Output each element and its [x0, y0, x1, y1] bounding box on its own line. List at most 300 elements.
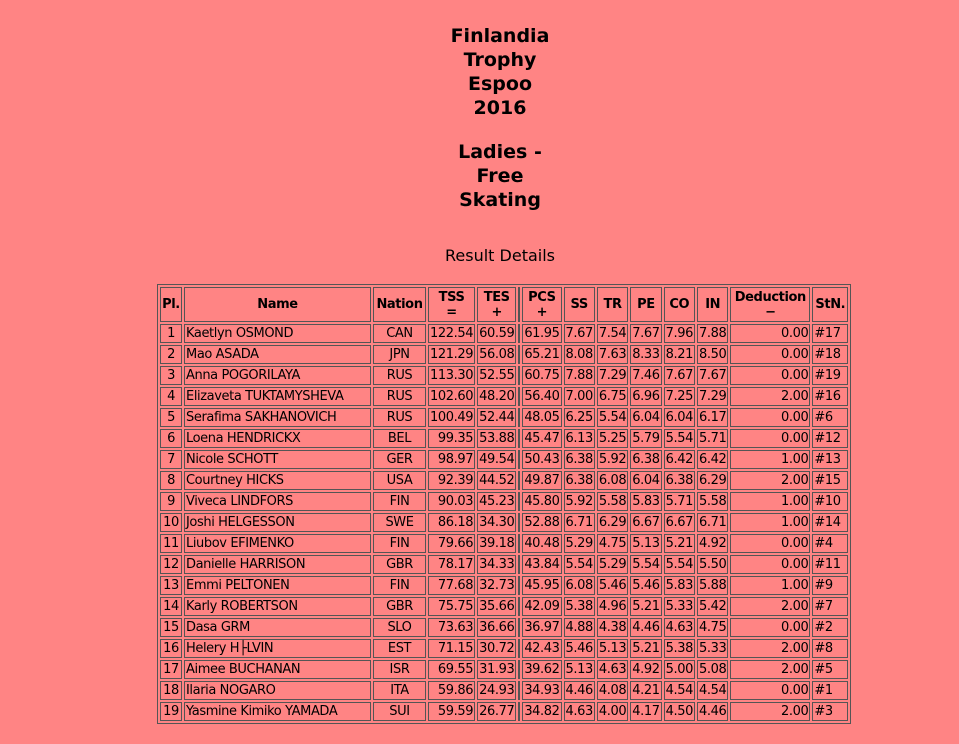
cell-in: 5.42: [698, 599, 727, 614]
cell-ss: 8.08: [565, 347, 593, 362]
cell-in: 5.88: [698, 578, 727, 593]
cell-place: 2: [160, 345, 182, 364]
cell-deduction: 1.00: [730, 492, 810, 511]
cell-in: 4.46: [698, 704, 727, 719]
table-row: [160, 492, 848, 511]
cell-pcs: 61.95: [524, 326, 560, 341]
title-line: Finlandia: [450, 25, 550, 47]
cell-co: 5.33: [665, 599, 693, 614]
col-start-number: StN.: [812, 287, 848, 322]
cell-place: 16: [160, 639, 182, 658]
col-tes: [477, 287, 516, 322]
cell-ss: 6.25: [565, 410, 593, 425]
cell-pe: 6.04: [632, 473, 660, 488]
cell-name: Aimee BUCHANAN: [184, 660, 371, 679]
cell-in: 4.75: [698, 620, 727, 635]
cell-pe: 5.54: [632, 557, 660, 572]
cell-deduction: 0.00: [730, 345, 810, 364]
cell-nation: GBR: [373, 555, 426, 574]
cell-nation: EST: [373, 639, 426, 658]
col-spacer: [518, 287, 520, 322]
cell-tss: 113.30: [430, 368, 474, 383]
cell-deduction: 2.00: [730, 597, 810, 616]
cell-start-number: #15: [812, 471, 848, 490]
cell-deduction: 0.00: [730, 429, 810, 448]
cell-name: Ilaria NOGARO: [184, 681, 371, 700]
cell-pe: 4.46: [632, 620, 660, 635]
cell-in: 5.58: [698, 494, 727, 509]
table-row: [160, 366, 848, 385]
cell-place: 10: [160, 513, 182, 532]
cell-start-number: #19: [812, 366, 848, 385]
cell-pe: 5.46: [632, 578, 660, 593]
cell-pcs: 36.97: [524, 620, 560, 635]
cell-nation: FIN: [373, 576, 426, 595]
cell-start-number: #16: [812, 387, 848, 406]
cell-tr: 4.96: [598, 599, 627, 614]
cell-tr: 5.92: [598, 452, 627, 467]
cell-ss: 5.54: [565, 557, 593, 572]
table-row: [160, 639, 848, 658]
cell-co: 6.38: [665, 473, 693, 488]
cell-deduction: 1.00: [730, 450, 810, 469]
cell-tss: 71.15: [428, 639, 475, 658]
cell-tes: 44.52: [479, 473, 515, 488]
cell-nation: ITA: [373, 681, 426, 700]
cell-pcs: 50.43: [524, 452, 560, 467]
cell-nation: USA: [373, 471, 426, 490]
cell-name: Serafima SAKHANOVICH: [184, 408, 371, 427]
cell-nation: RUS: [373, 408, 426, 427]
cell-spacer: [518, 492, 520, 511]
cell-place: 3: [160, 366, 182, 385]
cell-in: 7.88: [698, 326, 727, 341]
cell-name: Kaetlyn OSMOND: [184, 324, 371, 343]
cell-name: Danielle HARRISON: [184, 555, 371, 574]
cell-tss: 77.68: [428, 576, 475, 595]
cell-co: 7.25: [665, 389, 693, 404]
table-row: [160, 471, 848, 490]
cell-name: Helery H├LVIN: [184, 639, 371, 658]
cell-pe: 5.83: [632, 494, 660, 509]
cell-pcs: 49.87: [524, 473, 560, 488]
cell-pcs: 40.48: [524, 536, 560, 551]
cell-tr: 7.63: [598, 347, 627, 362]
cell-tss: 79.66: [428, 534, 475, 553]
cell-tr: 5.29: [598, 557, 627, 572]
cell-tss: 78.17: [428, 555, 475, 574]
cell-pe: 7.67: [632, 326, 660, 341]
cell-tes: 24.93: [479, 683, 515, 698]
cell-tss: 86.18: [428, 513, 475, 532]
col-tr: TR: [597, 287, 628, 322]
cell-ss: 5.29: [565, 536, 593, 551]
title-gap: [0, 120, 959, 140]
cell-tss: 90.03: [428, 492, 475, 511]
cell-ss: 4.63: [565, 704, 593, 719]
table-row: [160, 576, 848, 595]
event-title: [0, 24, 959, 212]
cell-place: 6: [160, 429, 182, 448]
col-tss: [428, 287, 475, 322]
cell-place: 18: [160, 681, 182, 700]
cell-co: 5.54: [665, 557, 693, 572]
col-deduction: [730, 287, 810, 322]
cell-nation: CAN: [373, 324, 426, 343]
cell-tr: 4.38: [598, 620, 627, 635]
cell-pe: 5.21: [632, 641, 660, 656]
cell-co: 6.04: [665, 410, 693, 425]
cell-pe: 6.38: [632, 452, 660, 467]
table-row: [160, 660, 848, 679]
cell-spacer: [518, 345, 520, 364]
cell-in: 4.92: [698, 536, 727, 551]
col-pcs: [522, 287, 561, 322]
segment-line: Ladies -: [458, 141, 542, 163]
cell-deduction: 0.00: [730, 366, 810, 385]
cell-tr: 5.13: [598, 641, 627, 656]
title-line: Espoo: [468, 73, 532, 95]
cell-nation: GBR: [373, 597, 426, 616]
cell-deduction: 0.00: [730, 555, 810, 574]
cell-name: Mao ASADA: [184, 345, 371, 364]
cell-deduction: 0.00: [730, 681, 810, 700]
segment-line: Free: [476, 165, 524, 187]
cell-pcs: 42.09: [524, 599, 560, 614]
cell-start-number: #5: [812, 660, 848, 679]
cell-co: 4.50: [665, 704, 693, 719]
cell-tr: 4.08: [598, 683, 627, 698]
table-row: [160, 324, 848, 343]
cell-spacer: [518, 513, 520, 532]
cell-name: Anna POGORILAYA: [184, 366, 371, 385]
cell-tes: 31.93: [479, 662, 515, 677]
cell-in: 5.71: [698, 431, 727, 446]
cell-tr: 6.29: [598, 515, 627, 530]
cell-start-number: #11: [812, 555, 848, 574]
cell-spacer: [518, 576, 520, 595]
cell-nation: RUS: [373, 387, 426, 406]
cell-spacer: [518, 702, 520, 721]
cell-tss: 122.54: [430, 326, 474, 341]
cell-ss: 5.13: [565, 662, 593, 677]
cell-deduction: 2.00: [730, 702, 810, 721]
cell-tes: 34.30: [479, 515, 515, 530]
cell-tr: 5.46: [598, 578, 627, 593]
cell-tr: 6.08: [598, 473, 627, 488]
cell-pe: 5.21: [632, 599, 660, 614]
col-in: IN: [697, 287, 728, 322]
table-row: [160, 429, 848, 448]
cell-place: 14: [160, 597, 182, 616]
cell-tr: 4.63: [598, 662, 627, 677]
cell-name: Joshi HELGESSON: [184, 513, 371, 532]
cell-place: 17: [160, 660, 182, 679]
cell-pcs: 34.93: [524, 683, 560, 698]
table-row: [160, 345, 848, 364]
cell-tss: 59.86: [428, 681, 475, 700]
col-co: CO: [664, 287, 695, 322]
cell-spacer: [518, 324, 520, 343]
cell-tr: 6.75: [598, 389, 627, 404]
cell-spacer: [518, 681, 520, 700]
cell-in: 8.50: [698, 347, 727, 362]
cell-start-number: #18: [812, 345, 848, 364]
cell-tr: 5.58: [598, 494, 627, 509]
cell-nation: JPN: [373, 345, 426, 364]
cell-spacer: [518, 534, 520, 553]
cell-place: 1: [160, 324, 182, 343]
cell-deduction: 1.00: [730, 513, 810, 532]
cell-tes: 53.88: [479, 431, 515, 446]
cell-nation: GER: [373, 450, 426, 469]
cell-tes: 49.54: [479, 452, 515, 467]
cell-deduction: 1.00: [730, 576, 810, 595]
cell-pe: 7.46: [632, 368, 660, 383]
cell-ss: 6.13: [565, 431, 593, 446]
cell-pe: 6.96: [632, 389, 660, 404]
cell-co: 5.00: [665, 662, 693, 677]
cell-spacer: [518, 660, 520, 679]
cell-tss: 121.29: [430, 347, 474, 362]
cell-name: Yasmine Kimiko YAMADA: [184, 702, 371, 721]
cell-deduction: 2.00: [730, 660, 810, 679]
table-row: [160, 534, 848, 553]
col-tes-label: TES: [483, 289, 510, 305]
table-row: [160, 702, 848, 721]
col-deduction-label: Deduction: [734, 289, 806, 305]
cell-start-number: #14: [812, 513, 848, 532]
cell-place: 15: [160, 618, 182, 637]
cell-ss: 7.00: [565, 389, 593, 404]
cell-deduction: 0.00: [730, 408, 810, 427]
cell-tss: 99.35: [428, 429, 475, 448]
col-tss-op: =: [446, 304, 457, 320]
cell-co: 4.54: [665, 683, 693, 698]
cell-start-number: #7: [812, 597, 848, 616]
cell-deduction: 0.00: [730, 534, 810, 553]
cell-pe: 5.79: [632, 431, 660, 446]
cell-start-number: #13: [812, 450, 848, 469]
cell-start-number: #2: [812, 618, 848, 637]
cell-nation: SLO: [373, 618, 426, 637]
cell-in: 7.29: [698, 389, 727, 404]
table-row: [160, 618, 848, 637]
cell-pe: 8.33: [632, 347, 660, 362]
cell-tes: 32.73: [479, 578, 515, 593]
cell-ss: 5.38: [565, 599, 593, 614]
cell-pcs: 65.21: [524, 347, 560, 362]
cell-nation: SUI: [373, 702, 426, 721]
cell-tss: 59.59: [428, 702, 475, 721]
table-body: [160, 324, 848, 721]
cell-tes: 60.59: [479, 326, 515, 341]
cell-spacer: [518, 387, 520, 406]
cell-pcs: 60.75: [524, 368, 560, 383]
cell-start-number: #8: [812, 639, 848, 658]
cell-place: 12: [160, 555, 182, 574]
cell-tss: 100.49: [430, 410, 474, 425]
cell-name: Viveca LINDFORS: [184, 492, 371, 511]
col-pcs-label: PCS: [528, 289, 556, 305]
cell-co: 4.63: [665, 620, 693, 635]
cell-tss: 98.97: [428, 450, 475, 469]
cell-start-number: #9: [812, 576, 848, 595]
cell-ss: 5.46: [565, 641, 593, 656]
cell-co: 5.38: [665, 641, 693, 656]
cell-in: 7.67: [698, 368, 727, 383]
cell-tes: 30.72: [479, 641, 515, 656]
table-row: [160, 450, 848, 469]
cell-tes: 26.77: [479, 704, 515, 719]
cell-tes: 52.55: [479, 368, 515, 383]
cell-name: Courtney HICKS: [184, 471, 371, 490]
cell-pe: 4.21: [632, 683, 660, 698]
cell-co: 5.71: [665, 494, 693, 509]
results-table: [157, 284, 851, 724]
cell-co: 6.42: [665, 452, 693, 467]
cell-nation: FIN: [373, 534, 426, 553]
cell-in: 6.17: [698, 410, 727, 425]
cell-in: 6.42: [698, 452, 727, 467]
cell-start-number: #10: [812, 492, 848, 511]
cell-place: 5: [160, 408, 182, 427]
col-deduction-op: −: [765, 304, 776, 320]
cell-pcs: 34.82: [524, 704, 560, 719]
cell-name: Nicole SCHOTT: [184, 450, 371, 469]
cell-pcs: 39.62: [524, 662, 560, 677]
cell-place: 9: [160, 492, 182, 511]
cell-tss: 92.39: [428, 471, 475, 490]
cell-ss: 4.88: [565, 620, 593, 635]
cell-pcs: 45.47: [524, 431, 560, 446]
cell-ss: 6.08: [565, 578, 593, 593]
cell-place: 13: [160, 576, 182, 595]
cell-name: Liubov EFIMENKO: [184, 534, 371, 553]
cell-pcs: 45.95: [524, 578, 560, 593]
cell-co: 5.54: [665, 431, 693, 446]
cell-ss: 7.88: [565, 368, 593, 383]
table-row: [160, 513, 848, 532]
cell-pcs: 52.88: [524, 515, 560, 530]
cell-pcs: 45.80: [524, 494, 560, 509]
cell-tr: 4.75: [598, 536, 627, 551]
cell-start-number: #4: [812, 534, 848, 553]
cell-ss: 6.38: [565, 473, 593, 488]
cell-pcs: 48.05: [524, 410, 560, 425]
segment-line: Skating: [459, 189, 541, 211]
cell-tr: 4.00: [598, 704, 627, 719]
cell-pcs: 56.40: [524, 389, 560, 404]
col-tes-op: +: [491, 304, 502, 320]
col-name: Name: [184, 287, 371, 322]
cell-in: 5.50: [698, 557, 727, 572]
cell-deduction: 2.00: [730, 639, 810, 658]
cell-nation: BEL: [373, 429, 426, 448]
cell-spacer: [518, 639, 520, 658]
cell-place: 7: [160, 450, 182, 469]
cell-deduction: 0.00: [730, 324, 810, 343]
cell-tss: 102.60: [430, 389, 474, 404]
cell-tss: 69.55: [428, 660, 475, 679]
cell-nation: ISR: [373, 660, 426, 679]
col-ss: SS: [564, 287, 595, 322]
title-line: 2016: [473, 97, 527, 119]
cell-tr: 5.25: [598, 431, 627, 446]
cell-nation: SWE: [373, 513, 426, 532]
cell-tes: 48.20: [479, 389, 515, 404]
cell-tss: 73.63: [428, 618, 475, 637]
cell-spacer: [518, 429, 520, 448]
col-nation: Nation: [373, 287, 426, 322]
cell-ss: 6.71: [565, 515, 593, 530]
cell-pcs: 42.43: [524, 641, 560, 656]
cell-tes: 35.66: [479, 599, 515, 614]
cell-tr: 5.54: [598, 410, 627, 425]
cell-name: Emmi PELTONEN: [184, 576, 371, 595]
cell-pe: 5.13: [632, 536, 660, 551]
cell-name: Elizaveta TUKTAMYSHEVA: [184, 387, 371, 406]
cell-place: 19: [160, 702, 182, 721]
cell-ss: 5.92: [565, 494, 593, 509]
cell-nation: RUS: [373, 366, 426, 385]
cell-pcs: 43.84: [524, 557, 560, 572]
cell-spacer: [518, 618, 520, 637]
cell-start-number: #6: [812, 408, 848, 427]
cell-start-number: #3: [812, 702, 848, 721]
cell-place: 8: [160, 471, 182, 490]
cell-start-number: #12: [812, 429, 848, 448]
cell-tes: 56.08: [479, 347, 515, 362]
cell-spacer: [518, 471, 520, 490]
col-place: Pl.: [160, 287, 182, 322]
cell-name: Loena HENDRICKX: [184, 429, 371, 448]
cell-pe: 4.17: [632, 704, 660, 719]
table-row: [160, 681, 848, 700]
title-line: Trophy: [463, 49, 537, 71]
cell-name: Karly ROBERTSON: [184, 597, 371, 616]
cell-tes: 34.33: [479, 557, 515, 572]
cell-pe: 4.92: [632, 662, 660, 677]
cell-co: 5.21: [665, 536, 693, 551]
cell-spacer: [518, 597, 520, 616]
table-row: [160, 408, 848, 427]
cell-ss: 4.46: [565, 683, 593, 698]
cell-tr: 7.54: [598, 326, 627, 341]
table-header-row: [160, 287, 848, 322]
cell-start-number: #1: [812, 681, 848, 700]
cell-spacer: [518, 366, 520, 385]
cell-co: 6.67: [665, 515, 693, 530]
cell-ss: 6.38: [565, 452, 593, 467]
col-pe: PE: [630, 287, 661, 322]
table-row: [160, 555, 848, 574]
cell-tes: 36.66: [479, 620, 515, 635]
cell-spacer: [518, 450, 520, 469]
cell-tes: 45.23: [479, 494, 515, 509]
cell-co: 7.96: [665, 326, 693, 341]
cell-tes: 39.18: [479, 536, 515, 551]
cell-deduction: 2.00: [730, 471, 810, 490]
cell-in: 5.33: [698, 641, 727, 656]
cell-nation: FIN: [373, 492, 426, 511]
cell-tr: 7.29: [598, 368, 627, 383]
cell-tes: 52.44: [479, 410, 515, 425]
col-pcs-op: +: [536, 304, 548, 320]
cell-name: Dasa GRM: [184, 618, 371, 637]
cell-in: 6.71: [698, 515, 727, 530]
cell-pe: 6.04: [632, 410, 660, 425]
